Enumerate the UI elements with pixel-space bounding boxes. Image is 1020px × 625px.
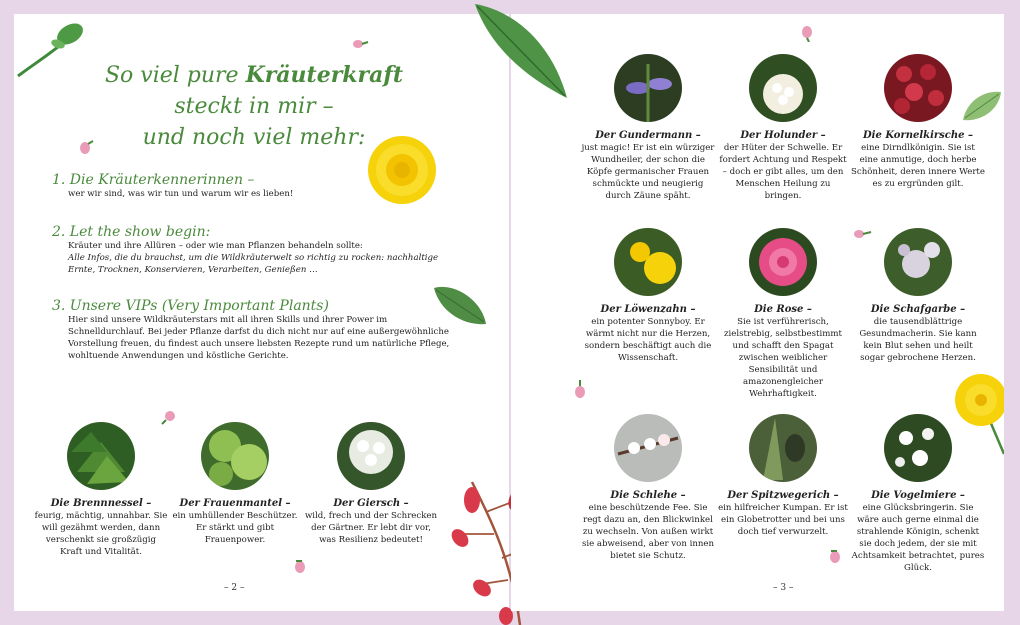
plant-name: Die Brennnessel – xyxy=(50,498,152,509)
plant-description: ein umhüllender Beschützer. Er stärkt und gibt Frauenpower. xyxy=(172,511,298,545)
plant-description: eine Dirndlkönigin. Sie ist eine anmutige, doch herbe Schönheit, deren innere Werte es zu ergründen gilt. xyxy=(851,143,985,189)
plant-card-schafgarbe xyxy=(851,228,985,364)
plant-card-kornelkirsche xyxy=(851,54,985,190)
plant-description: der Hüter der Schwelle. Er fordert Achtung und Respekt – doch er gibt alles, um den Menschen Heilung zu bringen. xyxy=(719,143,847,201)
section-body: wer wir sind, was wir tun und warum wir es lieben! xyxy=(68,189,294,199)
plant-name: Der Giersch – xyxy=(333,498,409,509)
section-body: Kräuter und ihre Allüren – oder wie man Pflanzen behandeln sollte: Alle Infos, die du brauchst, um die Wildkräuterwelt so richtig zu rocken: nachhaltige Ernte, Trocknen, Konservieren, Verarbeiten, Genießen … xyxy=(68,241,439,275)
plant-name: Die Kornelkirsche – xyxy=(863,130,973,141)
plant-photo-frauenmantel xyxy=(201,422,269,490)
rosebud-icon xyxy=(573,380,587,400)
plant-name: Die Rose – xyxy=(754,304,812,315)
plant-photo-rose xyxy=(749,228,817,296)
right-page xyxy=(511,14,1004,611)
plant-name: Der Löwenzahn – xyxy=(600,304,696,315)
plant-card-giersch xyxy=(304,422,438,546)
plant-description: ein hilfreicher Kumpan. Er ist ein Globetrotter und bei uns doch tief verwurzelt. xyxy=(718,503,848,537)
plant-description: just magic! Er ist ein würziger Wundheiler, der schon die Köpfe germanischer Frauen schmückte und neugierig durch Zäune späht. xyxy=(581,143,715,201)
section-heading: 3. Unsere VIPs (Very Important Plants) xyxy=(52,298,329,314)
plant-photo-kornelkirsche xyxy=(884,54,952,122)
left-page xyxy=(14,14,509,611)
plant-description: feurig, mächtig, unnahbar. Sie will gezähmt werden, dann verschenkt sie großzügig Kraft und Vitalität. xyxy=(34,511,168,557)
plant-name: Der Holunder – xyxy=(740,130,826,141)
plant-photo-giersch xyxy=(337,422,405,490)
plant-card-rose xyxy=(716,228,850,400)
plant-description: eine Glücksbringerin. Sie wäre auch gerne einmal die strahlende Königin, schenkt sie doch jedem, der sie mit Achtsamkeit betrachtet, pures Glück. xyxy=(851,503,985,573)
rosebud-icon xyxy=(350,36,370,52)
page-title: So viel pure Kräuterkraft steckt in mir – und noch viel mehr: xyxy=(104,62,404,150)
plant-card-spitzwegerich xyxy=(716,414,850,538)
plant-card-loewenzahn xyxy=(581,228,715,364)
section-body: Hier sind unsere Wildkräuterstars mit all ihren Skills und ihrer Power im Schnelldurchlauf. Bei jeder Pflanze darfst du dich nicht nur auf eine außergewöhnliche Vorstellung freuen, du findest auch unsere liebsten Rezepte rund um natürliche Pflege, wohltuende Anwendungen und köstliche Gerichte. xyxy=(68,315,450,361)
plant-photo-brennnessel xyxy=(67,422,135,490)
page-number: – 3 – xyxy=(773,583,794,593)
section-heading: 2. Let the show begin: xyxy=(52,224,211,240)
plant-photo-spitzwegerich xyxy=(749,414,817,482)
section-heading: 1. Die Kräuterkennerinnen – xyxy=(52,172,255,188)
plant-name: Der Gundermann – xyxy=(595,130,701,141)
page-number: – 2 – xyxy=(224,583,245,593)
plant-photo-schafgarbe xyxy=(884,228,952,296)
plant-description: eine beschützende Fee. Sie regt dazu an, den Blickwinkel zu wechseln. Von außen wirkt sie abweisend, aber von innen bietet sie Schutz. xyxy=(581,503,715,561)
plant-name: Die Vogelmiere – xyxy=(871,490,965,501)
plant-name: Die Schafgarbe – xyxy=(870,304,966,315)
plant-card-schlehe xyxy=(581,414,715,562)
plant-name: Die Schlehe – xyxy=(610,490,686,501)
plant-photo-holunder xyxy=(749,54,817,122)
plant-card-frauenmantel xyxy=(168,422,302,546)
plant-photo-vogelmiere xyxy=(884,414,952,482)
rosebud-icon xyxy=(827,548,843,566)
sprout-icon xyxy=(14,14,94,84)
plant-photo-gundermann xyxy=(614,54,682,122)
plant-description: wild, frech und der Schrecken der Gärtner. Er lebt dir vor, was Resilienz bedeutet! xyxy=(304,511,438,545)
plant-photo-schlehe xyxy=(614,414,682,482)
plant-card-holunder xyxy=(716,54,850,202)
rosebud-icon xyxy=(799,22,815,42)
plant-card-gundermann xyxy=(581,54,715,202)
plant-name: Der Spitzwegerich – xyxy=(727,490,839,501)
plant-description: ein potenter Sonnyboy. Er wärmt nicht nur die Herzen, sondern beschäftigt auch die Wissenschaft. xyxy=(584,317,712,363)
leaf-icon xyxy=(471,0,581,100)
plant-name: Der Frauenmantel – xyxy=(179,498,291,509)
plant-card-vogelmiere xyxy=(851,414,985,574)
rosebud-icon xyxy=(76,138,96,158)
rosebud-icon xyxy=(292,558,308,576)
plant-description: die tausendblättrige Gesundmacherin. Sie kann kein Blut sehen und heilt sogar gebrochene Herzen. xyxy=(859,317,977,363)
plant-description: Sie ist verführerisch, zielstrebig, selbstbestimmt und schafft den Spagat zwischen weiblicher Sensibilität und amazonengleicher Wehrhaftigkeit. xyxy=(724,317,842,399)
plant-photo-loewenzahn xyxy=(614,228,682,296)
plant-card-brennnessel xyxy=(34,422,168,558)
